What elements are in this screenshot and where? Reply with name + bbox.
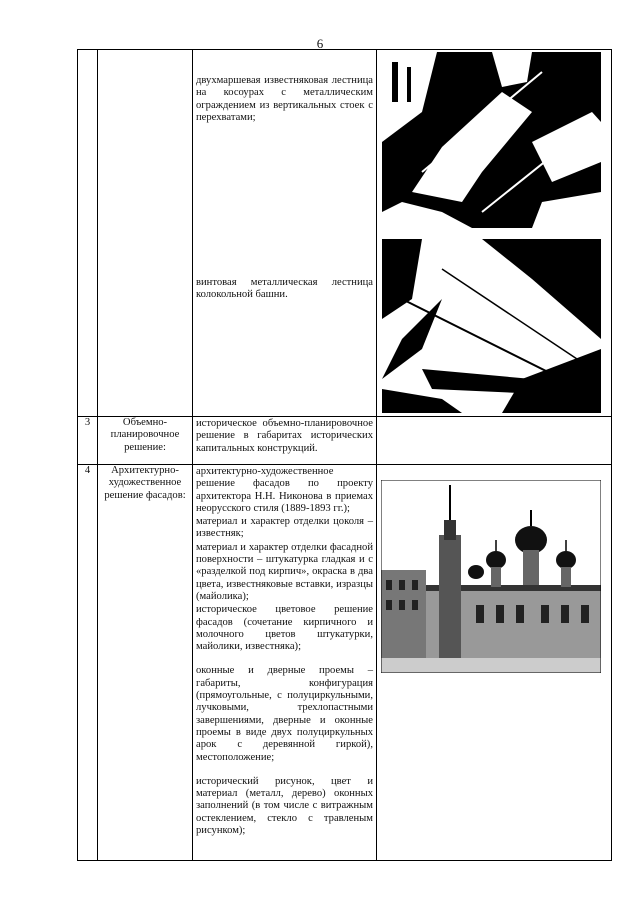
description-item: материал и характер отделки цоколя – известняк;: [196, 516, 373, 540]
description-item: материал и характер отделки фасадной поверхности – штукатурка гладкая и с «разделкой под кирпич», окраска в два цвета, известняковые вставки, изразцы (майолика);: [196, 541, 373, 602]
protected-features-table: [77, 49, 612, 861]
description-item: историческое объемно-планировочное решение в габаритах исторических капитальных конструкций.: [196, 418, 373, 454]
row-description: [193, 465, 377, 861]
description-item: историческое цветовое решение фасадов (сочетание кирпичного и молочного цветов штукатурки, майолики, известняка);: [196, 604, 373, 653]
row-description: [193, 417, 377, 465]
row-category: Объемно-планировочное решение:: [98, 417, 193, 465]
row-photos: [377, 50, 612, 417]
description-item: двухмаршевая известняковая лестница на косоурах с металлическим ограждением из вертикальных стоек с перехватами;: [196, 75, 373, 123]
row-number: [78, 50, 98, 417]
description-item: оконные и дверные проемы – габариты, конфигурация (прямоугольные, с полуциркульными, лучковыми, трехлопастными завершениями, дверные и оконные проемы в виде двух полуциркульных арок с деревянной гиркой), местоположение;: [196, 665, 373, 763]
row-description: [193, 50, 377, 417]
table-row: [78, 465, 612, 861]
description-item: архитектурно-художественное решение фасадов по проекту архитектора Н.Н. Никонова в приемах неорусского стиля (1889-1893 гг.);: [196, 466, 373, 514]
table-row: [78, 417, 612, 465]
spiral-staircase-photo: [382, 239, 601, 413]
row-number: 3: [78, 417, 98, 465]
row-category: [98, 50, 193, 417]
description-item: винтовая металлическая лестница колокольной башни.: [196, 277, 373, 301]
staircase-photo: [382, 52, 601, 228]
table-row: [78, 50, 612, 417]
church-facade-photo: [381, 480, 601, 673]
page-number: 6: [316, 36, 324, 51]
description-item: исторический рисунок, цвет и материал (металл, дерево) оконных заполнений (в том числе с витражным остеклением, стекло с травленым рисунком);: [196, 775, 373, 837]
row-photos: [377, 465, 612, 861]
row-category: Архитектурно-художественное решение фасадов:: [98, 465, 193, 861]
row-number: 4: [78, 465, 98, 861]
